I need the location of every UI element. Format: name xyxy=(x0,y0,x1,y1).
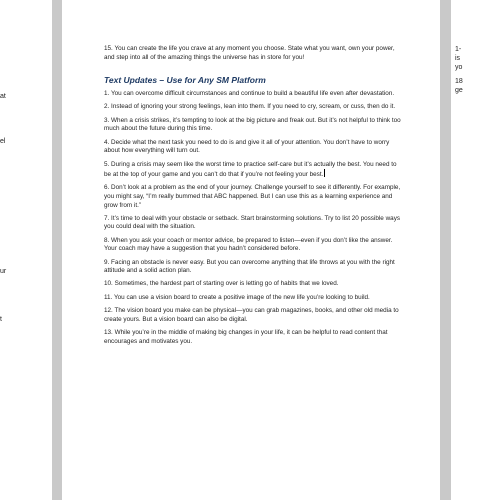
list-item[interactable]: 1. You can overcome difficult circumstances and continue to build a beautiful life even after devastation. xyxy=(104,90,395,98)
page-text-fragment: at xyxy=(0,93,6,100)
list-item[interactable]: 9. Facing an obstacle is never easy. But you can overcome anything that life throws at you with the right attitude and a solid action plan. xyxy=(104,258,395,275)
list-item[interactable]: 3. When a crisis strikes, it’s tempting to look at the big picture and freak out. But it’s not helpful to think too much about the future during this time. xyxy=(104,116,401,133)
list-item[interactable]: 7. It’s time to deal with your obstacle or setback. Start brainstorming solutions. Try to list 20 possible ways you could deal with the situation. xyxy=(104,214,401,231)
document-body[interactable] xyxy=(104,45,404,351)
page-text-fragment: 18 xyxy=(455,78,463,85)
list-item[interactable]: 6. Don’t look at a problem as the end of your journey. Challenge yourself to see it differently. For example, you might say, “I’m really bummed that ABC happened. But I can use this as a learning experience and grow from it.” xyxy=(104,184,401,209)
intro-paragraph[interactable]: 15. You can create the life you crave at any moment you choose. State what you want, own your power, and step into all of the amazing things the universe has in store for you! xyxy=(104,45,395,61)
list-item[interactable] xyxy=(104,161,404,180)
page-text-fragment: el xyxy=(0,138,6,145)
previous-page xyxy=(0,0,52,500)
list-item[interactable]: 2. Instead of ignoring your strong feelings, lean into them. If you need to cry, scream, or cuss, then do it. xyxy=(104,103,396,111)
page-text-fragment: ge xyxy=(455,87,463,94)
page-text-fragment: ur xyxy=(0,268,7,275)
list-item[interactable]: 4. Decide what the next task you need to do is and give it all of your attention. You don’t have to worry about how everything will turn out. xyxy=(104,138,390,155)
page-text-fragment: t xyxy=(0,316,2,323)
page-text-fragment: 1- xyxy=(455,46,462,53)
section-heading[interactable]: Text Updates – Use for Any SM Platform xyxy=(104,75,266,86)
list-item[interactable]: 8. When you ask your coach or mentor advice, be prepared to listen—even if you don’t like the answer. Your coach may have a suggestion that you hadn’t considered before. xyxy=(104,236,393,253)
text-cursor xyxy=(324,169,325,177)
next-page xyxy=(451,0,500,500)
list-item[interactable]: 12. The vision board you make can be physical—you can grab magazines, books, and other old media to create yours. But a vision board can also be digital. xyxy=(104,307,399,323)
page-text-fragment: yo xyxy=(455,64,463,71)
list-item[interactable]: 10. Sometimes, the hardest part of starting over is letting go of habits that we loved. xyxy=(104,280,339,288)
list-item[interactable]: 13. While you’re in the middle of making big changes in your life, it can be helpful to read content that encourages and motivates you. xyxy=(104,328,388,345)
list-item-text[interactable]: 5. During a crisis may seem like the worst time to practice self-care but it’s actually the best. You need to be at the top of your game and you can’t do that if you’re not feeling your best. xyxy=(104,160,397,179)
page-text-fragment: is xyxy=(455,55,461,62)
list-item[interactable]: 11. You can use a vision board to create a positive image of the new life you’re looking to build. xyxy=(104,293,370,301)
current-page[interactable] xyxy=(62,0,440,500)
